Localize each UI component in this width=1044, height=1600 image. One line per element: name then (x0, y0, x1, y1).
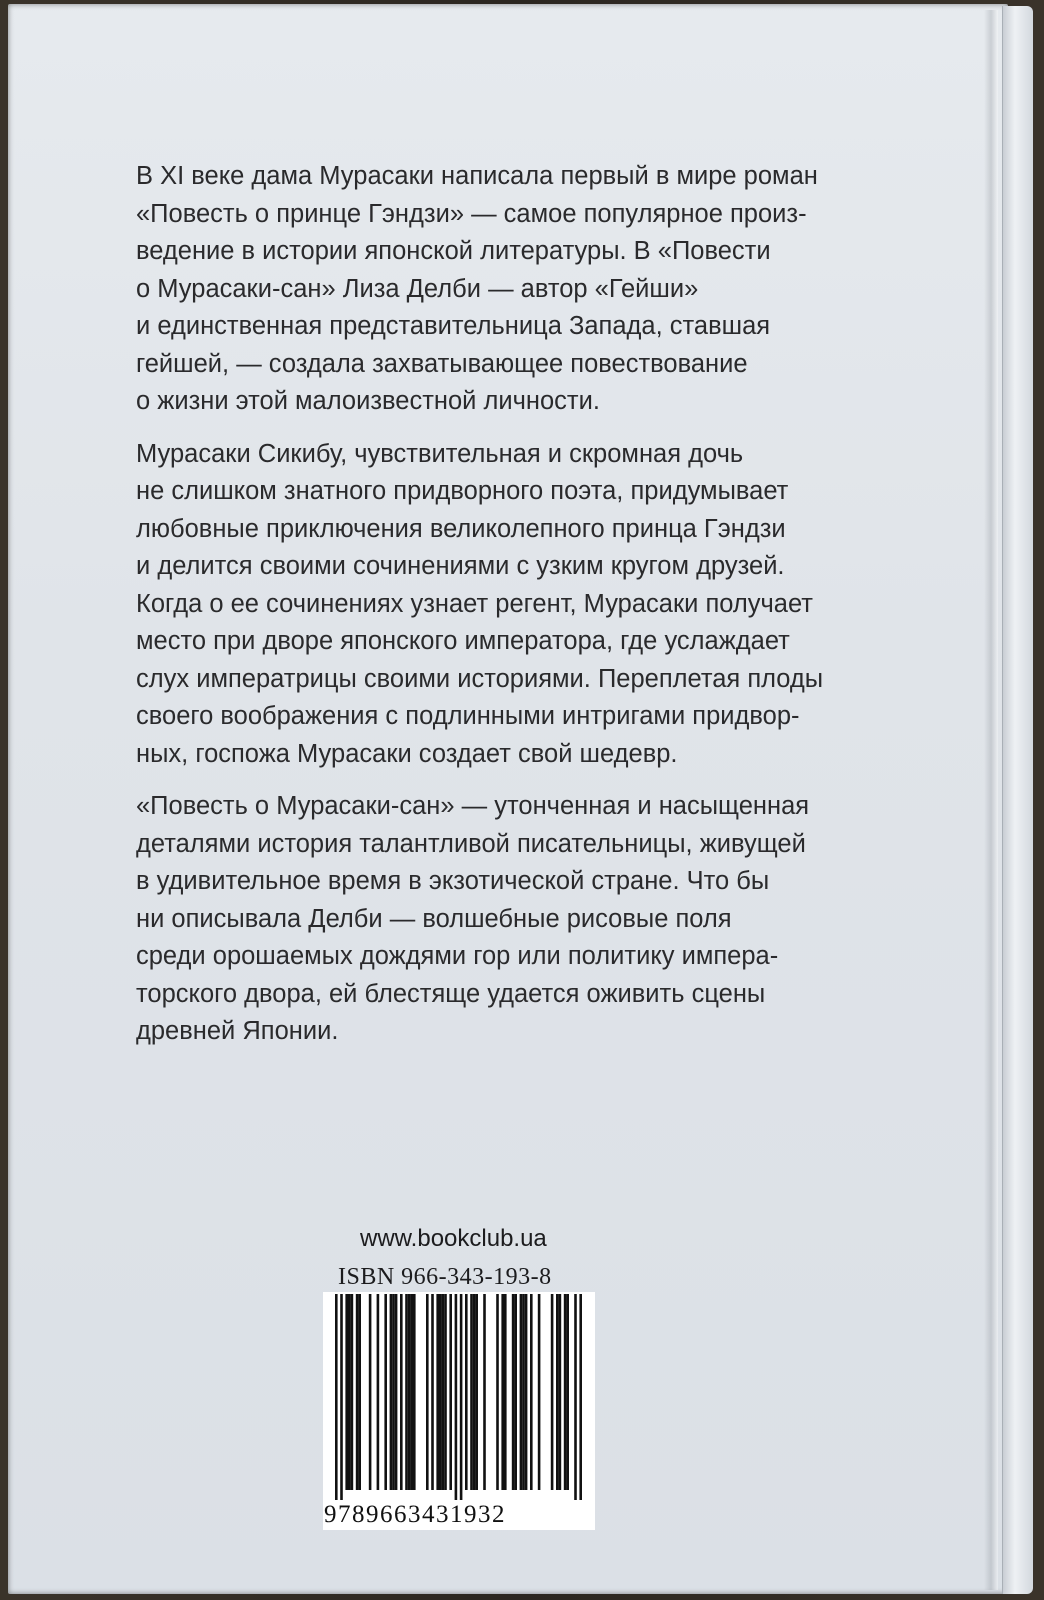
barcode-bar (444, 1294, 447, 1490)
text-line: деталями история талантливой писательницы, живущей (136, 829, 806, 858)
barcode-bar (405, 1294, 408, 1490)
barcode-bar (351, 1294, 354, 1490)
barcode-bar (395, 1294, 398, 1490)
text-line: гейшей, — создала захватывающее повествование (136, 349, 748, 378)
barcode-bar (473, 1294, 476, 1490)
barcode-bar (525, 1294, 528, 1490)
barcode-digits: 9789663431932 (324, 1500, 594, 1530)
barcode-bar (356, 1294, 359, 1490)
barcode-bar (384, 1294, 387, 1490)
blurb-paragraph-2 (136, 436, 896, 774)
barcode-bar (496, 1294, 499, 1490)
isbn-label: ISBN 966-343-193-8 (338, 1264, 552, 1290)
barcode-bar (442, 1294, 445, 1490)
blurb-text (136, 158, 896, 1066)
text-line: слух императрицы своими историями. Переплетая плоды (136, 664, 824, 693)
text-line: о Мурасаки-сан» Лиза Делби — автор «Гейши» (136, 274, 699, 303)
barcode-bar (566, 1294, 569, 1490)
text-line: любовные приключения великолепного принца Гэндзи (136, 514, 786, 543)
barcode-bar (335, 1294, 338, 1500)
barcode-bar (538, 1294, 541, 1490)
text-line: место при дворе японского императора, где услаждает (136, 627, 790, 655)
barcode-bar (470, 1294, 473, 1490)
barcode-bar (408, 1294, 411, 1490)
barcode-bar (530, 1294, 533, 1490)
barcode-bar (579, 1294, 582, 1500)
barcode-bar (504, 1294, 507, 1490)
barcode-bar (436, 1294, 439, 1490)
barcode-bar (348, 1294, 351, 1490)
barcode-bar (377, 1294, 380, 1490)
barcode-bar (369, 1294, 372, 1490)
barcode-bar (345, 1294, 348, 1490)
blurb-paragraph-1 (136, 158, 896, 421)
text-line: древней Японии. (136, 1017, 339, 1045)
barcode-bar (439, 1294, 442, 1490)
text-line: ных, госпожа Мурасаки создает свой шедевр. (136, 739, 678, 768)
barcode-bar (514, 1294, 517, 1490)
book-back-cover (8, 4, 1008, 1594)
barcode-bar (460, 1294, 463, 1500)
barcode-bar (431, 1294, 434, 1490)
barcode-bars (323, 1292, 595, 1502)
barcode-bar (426, 1294, 429, 1490)
barcode-bar (556, 1294, 559, 1490)
barcode-bar (501, 1294, 504, 1490)
text-line: в удивительное время в экзотической стране. Что бы (136, 867, 770, 895)
barcode-bar (392, 1294, 395, 1490)
text-line: Когда о ее сочинениях узнает регент, Мурасаки получает (136, 589, 813, 618)
text-line: ведение в истории японской литературы. В «Повести (136, 237, 771, 265)
barcode-bar (512, 1294, 515, 1490)
barcode-bar (410, 1294, 413, 1490)
barcode-bar (449, 1294, 452, 1490)
barcode (323, 1292, 595, 1530)
text-line: своего воображения с подлинными интригами придвор- (136, 702, 800, 730)
barcode-bar (465, 1294, 468, 1490)
text-line: В XI веке дама Мурасаки написала первый в мире роман (136, 162, 818, 190)
book-spine (1002, 6, 1033, 1594)
barcode-bar (564, 1294, 567, 1490)
barcode-bar (455, 1294, 458, 1500)
barcode-bar (400, 1294, 403, 1490)
barcode-bar (390, 1294, 393, 1490)
barcode-bar (483, 1294, 486, 1490)
text-line: ни описывала Делби — волшебные рисовые поля (136, 904, 732, 933)
barcode-bar (574, 1294, 577, 1500)
text-line: торского двора, ей блестяще удается оживить сцены (136, 979, 766, 1008)
text-line: о жизни этой малоизвестной личности. (136, 387, 600, 415)
blurb-paragraph-3 (136, 788, 896, 1051)
publisher-url: www.bookclub.ua (360, 1225, 547, 1252)
barcode-bar (551, 1294, 554, 1490)
barcode-bar (340, 1294, 343, 1500)
text-line: «Повесть о Мурасаки-сан» — утонченная и насыщенная (136, 792, 810, 820)
text-line: «Повесть о принце Гэндзи» — самое популярное произ- (136, 199, 807, 228)
cover-hinge (984, 10, 998, 1590)
barcode-bar (522, 1294, 525, 1490)
text-line: и единственная представительница Запада, ставшая (136, 312, 771, 340)
text-line: и делится своими сочинениями с узким кругом друзей. (136, 552, 785, 580)
barcode-bar (358, 1294, 361, 1490)
barcode-bar (475, 1294, 478, 1490)
text-line: Мурасаки Сикибу, чувствительная и скромная дочь (136, 439, 744, 468)
barcode-bar (559, 1294, 562, 1490)
text-line: среди орошаемых дождями гор или политику импера- (136, 942, 779, 970)
text-line: не слишком знатного придворного поэта, придумывает (136, 477, 789, 505)
barcode-bar (520, 1294, 523, 1490)
barcode-bar (413, 1294, 416, 1490)
